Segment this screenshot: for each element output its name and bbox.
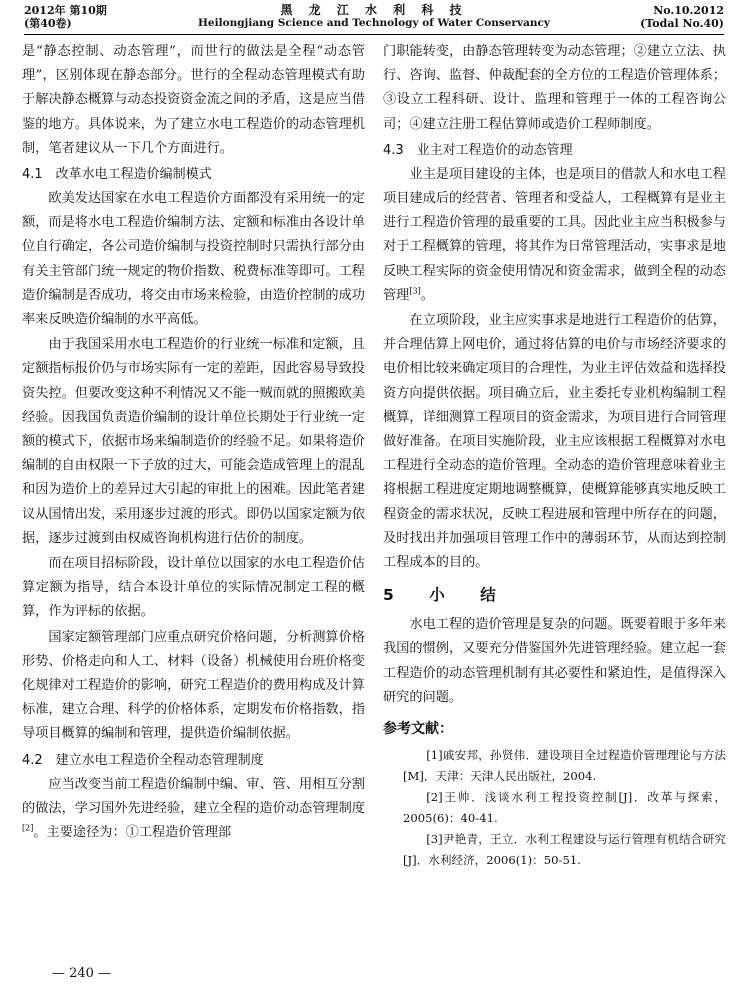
- paragraph-text: 业主是项目建设的主体，也是项目的借款人和水电工程项目建成后的经营者、管理者和受益人，工程概算有是业主进行工程造价管理的最重要的工具。因此业主应当积极参与对于工程概算的管理，将其作为日常管理活动，实事求是地反映工程实际的资金使用情况和资金需求，做到全程的动态管理: [383, 166, 726, 303]
- left-column: [22, 40, 365, 846]
- journal-title-cn: 黑 龙 江 水 利 科 技: [280, 3, 468, 17]
- journal-title-en: Heilongjiang Science and Technology of Water Conservancy: [198, 17, 550, 29]
- paragraph-text: 。: [420, 287, 434, 303]
- paragraph: 由于我国采用水电工程造价的行业统一标准和定额，且定额指标报价仍与市场实际有一定的差距，因此容易导致投资失控。但要改变这种不利情况又不能一贼而就的照搬欧美经验。因我国负责造价编制的设计单位长期处于行业统一定额的模式下，依据市场来编制造价的经验不足。如果将造价编制的自由权限一下子放的过大，可能会造成管理上的混乱和因为造价上的差异过大引起的审批上的困难。因此笔者建议从国情出发，采用逐步过渡的形式。即仍以国家定额为依据，逐步过渡到由权威咨询机构进行估价的制度。: [22, 337, 365, 546]
- paragraph: 欧美发达国家在水电工程造价方面都没有采用统一的定额，而是将水电工程造价编制方法、定额和标准由各设计单位自行确定，各公司造价编制与投资控制时只需执行部分由有关主管部门统一规定的物价指数、税费标准等即可。工程造价编制是否成功，将交由市场来检验，由造价控制的成功率来反映造价编制的水平高低。: [22, 191, 365, 328]
- reference-item: [1]戚安邦，孙贤伟．建设项目全过程造价管理理论与方法[M]．天津：天津人民出版社，2004.: [403, 748, 726, 783]
- paragraph: [383, 163, 726, 308]
- header-year-issue: 2012年 第10期: [24, 4, 107, 17]
- section-heading-4-1: 4.1 改革水电工程造价编制模式: [22, 167, 212, 183]
- paragraph: 在立项阶段，业主应实事求是地进行工程造价的估算，并合理估算上网电价，通过将估算的电价与市场经济要求的电价相比较来确定项目的合理性，为业主评估效益和选择投资方向提供依据。项目确立后，业主委托专业机构编制工程概算，详细测算工程项目的资金需求，为项目进行合同管理做好准备。在项目实施阶段，业主应该根据工程概算对水电工程进行全动态的造价管理。全动态的造价管理意味着业主将根据工程进度定期地调整概算，使概算能够真实地反映工程资金的需求状况，反映工程进展和管理中所存在的问题，及时找出并加强项目管理工作中的薄弱环节，从而达到控制工程成本的目的。: [383, 313, 726, 571]
- right-column: [383, 40, 726, 871]
- paragraph: 水电工程的造价管理是复杂的问题。既要着眼于多年来我国的惯例，又要充分借鉴国外先进管理经验。建立起一套工程造价的动态管理机制有其必要性和紧迫性，是值得深入研究的问题。: [383, 617, 726, 705]
- header-journal: [24, 4, 724, 30]
- citation-ref: [3]: [409, 286, 421, 296]
- header-volume: (第40卷): [24, 17, 72, 30]
- section-heading-4-2: 4.2 建立水电工程造价全程动态管理制度: [22, 752, 264, 768]
- paragraph: 门职能转变，由静态管理转变为动态管理；②建立立法、执行、咨询、监督、仲裁配套的全方位的工程造价管理体系；③设立工程科研、设计、监理和管理于一体的工程咨询公司；④建立注册工程估算师或造价工程师制度。: [383, 44, 726, 132]
- paragraph: 而在项目招标阶段，设计单位以国家的水电工程造价估算定额为指导，结合本设计单位的实际情况制定工程的概算，作为评标的依据。: [22, 556, 365, 620]
- references-title: 参考文献：: [383, 721, 453, 738]
- section-heading-4-3: 4.3 业主对工程造价的动态管理: [383, 142, 573, 158]
- header-total-no: (Todal No.40): [640, 17, 724, 30]
- paragraph: [22, 773, 365, 846]
- paragraph-text: 应当改变当前工程造价编制中编、审、管、用相互分割的做法，学习国外先进经验，建立全程的造价动态管理制度: [22, 776, 365, 816]
- paragraph-text: 。主要途径为：①工程造价管理部: [33, 825, 232, 841]
- page-number: — 240 —: [52, 966, 112, 981]
- paragraph: 国家定额管理部门应重点研究价格问题，分析测算价格形势、价格走向和人工、材料（设备）机械使用台班价格变化规律对工程造价的影响，研究工程造价的费用构成及计算标准，建立合理、科学的价格体系，定期发布价格指数，指导项目概算的编制和管理，提供造价编制依据。: [22, 629, 365, 742]
- reference-item: [3]尹艳青，王立．水利工程建设与运行管理有机结合研究[J]．水利经济，2006(1)：50-51.: [403, 832, 726, 867]
- paragraph: 是“静态控制、动态管理”，而世行的做法是全程“动态管理”，区别体现在静态部分。世行的全程动态管理模式有助于解决静态概算与动态投资资金流之间的矛盾，这是应当借鉴的地方。具体说来，为了建立水电工程造价的动态管理机制，笔者建议从一下几个方面进行。: [22, 44, 365, 156]
- header-number: [640, 4, 724, 30]
- reference-item: [2]王帅．浅谈水利工程投资控制[J]．改革与探索，2005(6)：40-41.: [403, 790, 726, 825]
- citation-ref: [2]: [22, 823, 34, 833]
- section-heading-5: 5 小 结: [383, 586, 506, 605]
- page-header: [24, 4, 724, 35]
- header-no: No.10.2012: [653, 4, 724, 17]
